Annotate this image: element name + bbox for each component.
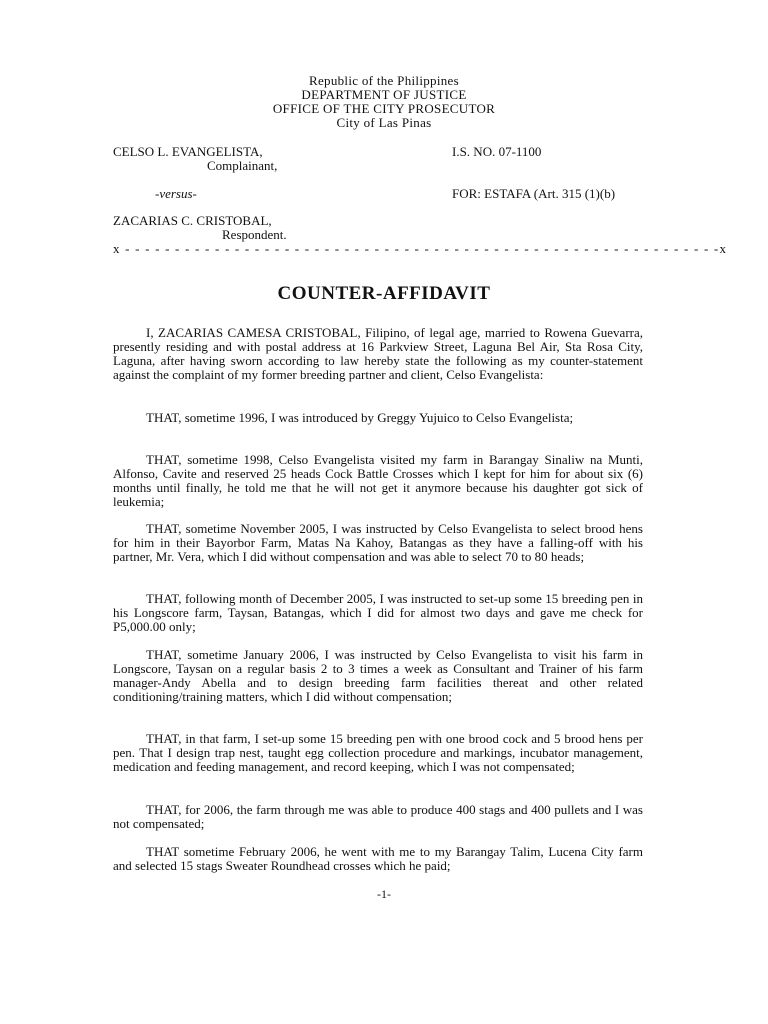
paragraph-nov-2005: THAT, sometime November 2005, I was instructed by Celso Evangelista to select brood hens for him in their Bayorbor Farm, Matas Na Kahoy, Batangas as they have a falling-off with his partner, Mr. Vera, which I did without compensation and was able to select 70 to 80 heads; (113, 521, 643, 564)
case-number: I.S. NO. 07-1100 (452, 144, 542, 159)
offense-label: FOR: ESTAFA (Art. 315 (1)(b) (452, 186, 616, 201)
paragraph-jan-2006: THAT, sometime January 2006, I was instructed by Celso Evangelista to visit his farm in Longscore, Taysan on a regular basis 2 to 3 times a week as Consultant and Trainer of his farm manager-Andy Abella and to design breeding farm facilities thereat and other related conditioning/training matters, which I did without compensation; (113, 647, 643, 704)
versus-label (155, 187, 197, 201)
complainant-role: Complainant, (207, 158, 278, 173)
header-office: OFFICE OF THE CITY PROSECUTOR (272, 101, 496, 116)
page-number: -1- (377, 887, 391, 901)
paragraph-breeding-pen: THAT, in that farm, I set-up some 15 breeding pen with one brood cock and 5 brood hens per pen. That I design trap nest, taught egg collection procedure and markings, incubator management, medication and feeding management, and record keeping, which I was not compensated; (113, 731, 643, 774)
header-republic: Republic of the Philippines (308, 73, 459, 88)
header-city: City of Las Pinas (336, 115, 432, 130)
paragraph-feb-2006: THAT sometime February 2006, he went with me to my Barangay Talim, Lucena City farm and selected 15 stags Sweater Roundhead crosses which he paid; (113, 844, 643, 873)
caption-divider: x - - - - - - - - - - - - - - - - - - - - - - - - - - - - - - - - - - - - - - - - - - - - - - - - - - - - - - - - - - - -x (113, 241, 728, 256)
versus-text: -versus- (155, 186, 197, 201)
paragraph-intro: I, ZACARIAS CAMESA CRISTOBAL, Filipino, of legal age, married to Rowena Guevarra, presently residing and with postal address at 16 Parkview Street, Laguna Bel Air, Sta Rosa City, Laguna, after having sworn according to law hereby state the following as my counter-statement against the complaint of my former breeding partner and client, Celso Evangelista: (113, 325, 643, 382)
respondent-role: Respondent. (222, 227, 287, 242)
paragraph-production: THAT, for 2006, the farm through me was able to produce 400 stags and 400 pullets and I was not compensated; (113, 802, 643, 831)
document-title: COUNTER-AFFIDAVIT (277, 283, 491, 304)
paragraph-dec-2005: THAT, following month of December 2005, I was instructed to set-up some 15 breeding pen in his Longscore farm, Taysan, Batangas, which I did for almost two days and gave me check for P5,000.00 only; (113, 591, 643, 634)
complainant-name: CELSO L. EVANGELISTA, (113, 144, 263, 159)
paragraph-1998: THAT, sometime 1998, Celso Evangelista visited my farm in Barangay Sinaliw na Munti, Alfonso, Cavite and reserved 25 heads Cock Battle Crosses which I kept for him for about six (6) months until finally, he told me that he will not get it anymore because his daughter got sick of leukemia; (113, 452, 643, 509)
respondent-name: ZACARIAS C. CRISTOBAL, (113, 213, 272, 228)
header-department: DEPARTMENT OF JUSTICE (301, 87, 467, 102)
paragraph-1996: THAT, sometime 1996, I was introduced by Greggy Yujuico to Celso Evangelista; (146, 410, 574, 425)
